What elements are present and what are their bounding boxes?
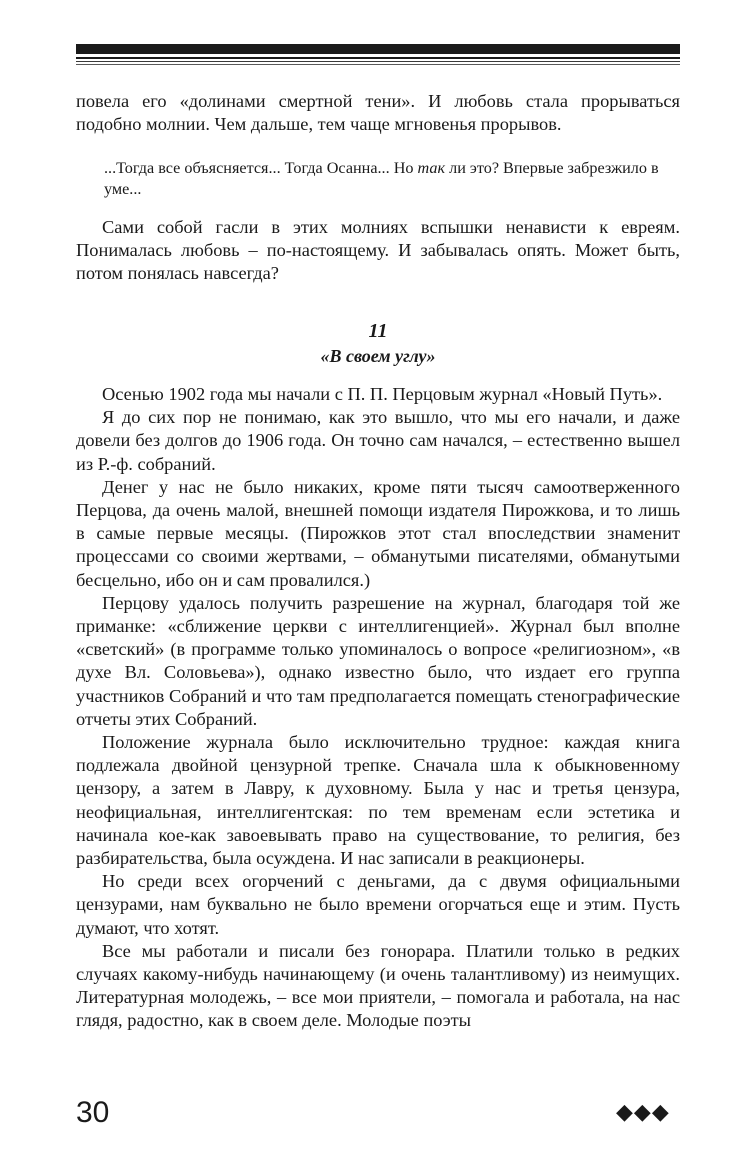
opening-paragraph bbox=[76, 90, 680, 136]
paragraph: Я до сих пор не понимаю, как это вышло, что мы его начали, и даже довели без долгов до 1906 года. Он точно сам начался, – естественно вышел из Р.-ф. собраний. bbox=[76, 407, 680, 474]
paragraph: повела его «долинами смертной тени». И любовь стала прорываться подобно молнии. Чем дальше, тем чаще мгновенья прорывов. bbox=[76, 91, 680, 135]
paragraph: Положение журнала было исключительно трудное: каждая книга подлежала двойной цензурной трепке. Сначала шла к обыкновенному цензору, а затем в Лавру, к духовному. Была у нас и третья цензура, неофициальная, интеллигентская: по тем временам если эстетика и начинала кое-как завоевывать право на существование, то религия, без разбирательства, была осуждена. И нас записали в реакционеры. bbox=[76, 732, 680, 869]
quote-text-start: ...Тогда все объясняется... Тогда Осанна... Но bbox=[104, 159, 418, 177]
paragraph: Все мы работали и писали без гонорара. Платили только в редких случаях какому-нибудь начинающему (и очень талантливому) из неимущих. Литературная молодежь, – все мои приятели, – помогала и работала, на нас глядя, радостно, как в своем деле. Молодые поэты bbox=[76, 940, 680, 1031]
header-rule-thin bbox=[76, 57, 680, 59]
paragraph: Сами собой гасли в этих молниях вспышки ненависти к евреям. Понималась любовь – по-настоящему. И забывалась опять. Может быть, потом понялась навсегда? bbox=[76, 217, 680, 284]
diamond-ornament-icon: ◆◆◆ bbox=[616, 1100, 670, 1125]
quote-emphasis: так bbox=[417, 159, 446, 177]
chapter-heading bbox=[76, 318, 680, 368]
paragraph-block bbox=[76, 216, 680, 286]
header-rule-hairline bbox=[76, 61, 680, 62]
header-rule-thick bbox=[76, 44, 680, 54]
paragraph: Перцову удалось получить разрешение на журнал, благодаря той же приманке: «сближение церкви с интеллигенцией». Журнал был вполне «светский» (в программе только упоминалось о вопросе «религиозном», «в духе Вл. Соловьева»), однако известно было, что издает его группа участников Собраний и что там предполагается помещать стенографические отчеты этих Собраний. bbox=[76, 592, 680, 729]
paragraph: Но среди всех огорчений с деньгами, да с двумя официальными цензурами, нам буквально не было времени огорчаться еще и этим. Пусть думают, что хотят. bbox=[76, 871, 680, 938]
quote-paragraph bbox=[104, 158, 664, 200]
italic-quote-block bbox=[104, 158, 664, 200]
quote-text-end: ли это? Впервые забрезжило в уме... bbox=[104, 159, 659, 198]
page-number: 30 bbox=[76, 1096, 110, 1129]
paragraph: Осенью 1902 года мы начали с П. П. Перцовым журнал «Новый Путь». bbox=[102, 384, 663, 404]
paragraph: Денег у нас не было никаких, кроме пяти тысяч самоотверженного Перцова, да очень малой, внешней помощи издателя Пирожкова, и то лишь в самые первые месяцы. (Пирожков этот стал впоследствии знаменит процессами со своими жертвами, – обманутыми писателями, обманутыми бесцельно, ибо он и сам провалился.) bbox=[76, 476, 680, 590]
header-rule-hairline bbox=[76, 64, 680, 65]
chapter-number: 11 bbox=[368, 320, 388, 342]
chapter-title: «В своем углу» bbox=[320, 346, 436, 366]
chapter-body bbox=[76, 383, 680, 1033]
